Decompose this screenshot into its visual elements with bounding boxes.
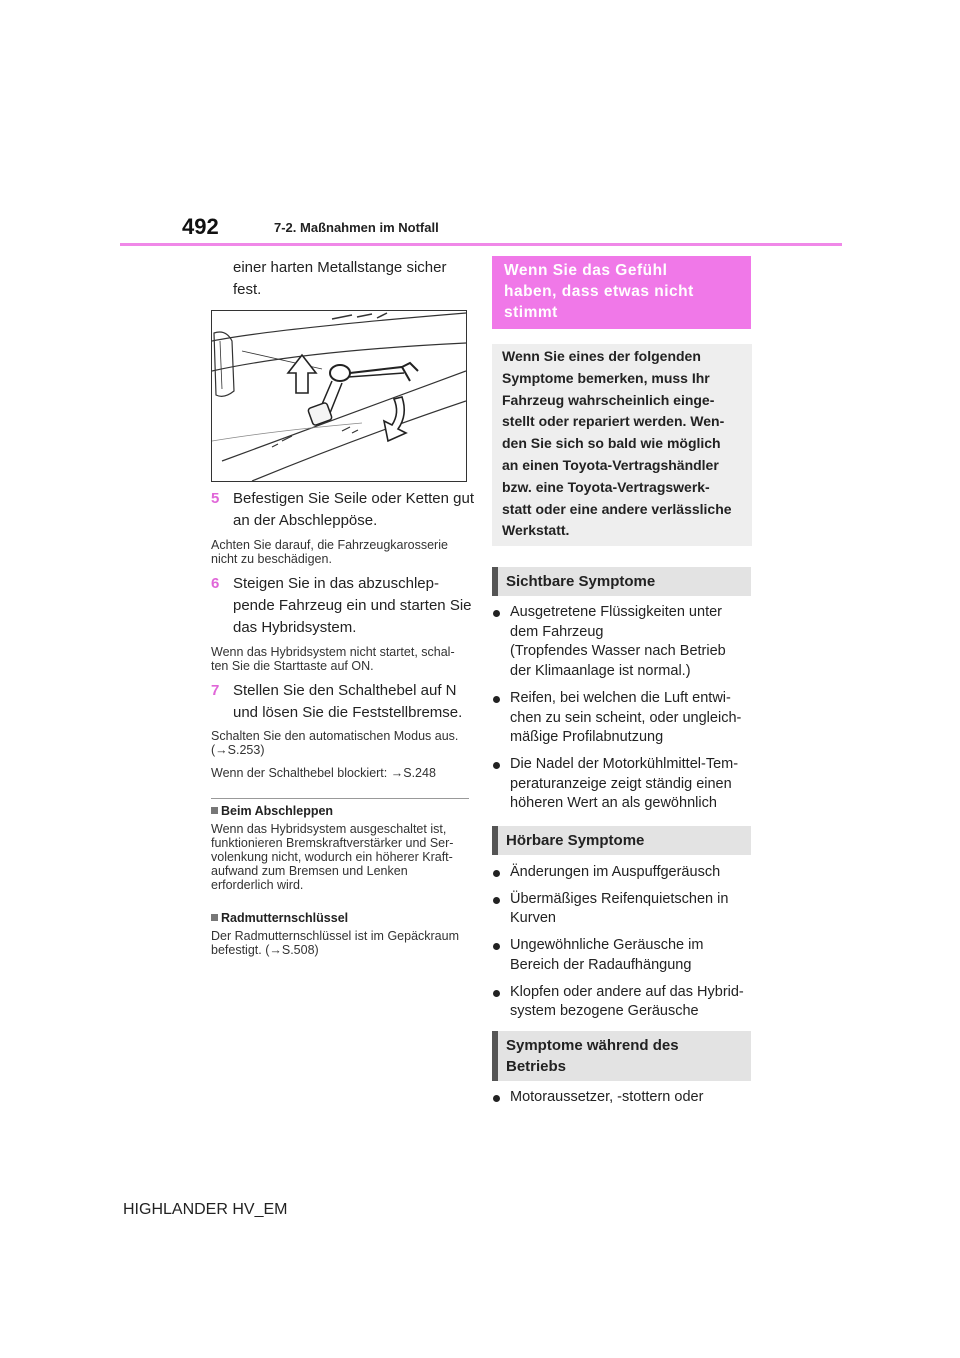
list-item (492, 863, 744, 883)
step-number: 5 (211, 490, 220, 507)
list-item-line: Kurven (510, 910, 556, 927)
step-line: Stellen Sie den Schalthebel auf N (233, 682, 457, 699)
list-item (492, 890, 744, 929)
subheading-audible-symptoms (492, 826, 751, 855)
list-item (492, 689, 744, 748)
pink-title-box (492, 256, 751, 329)
step-5 (211, 488, 476, 532)
list-item-line: Reifen, bei welchen die Luft entwi- (510, 689, 731, 706)
note-line: befestigt. (→S.508) (211, 943, 319, 957)
header-rule (120, 243, 842, 246)
intro-box-line: Wenn Sie eines der folgenden (502, 348, 701, 364)
operating-symptoms-list (492, 1088, 744, 1115)
subheading-line: Betriebs (506, 1058, 567, 1075)
footer-model: HIGHLANDER HV_EM (123, 1201, 288, 1218)
intro-box-line: statt oder eine andere verlässliche (502, 500, 732, 517)
square-bullet-icon (211, 914, 218, 921)
pink-title-line: stimmt (504, 304, 558, 321)
step-number: 6 (211, 575, 220, 592)
note-line: erforderlich wird. (211, 878, 304, 892)
list-item-line: Ungewöhnliche Geräusche im (510, 937, 704, 954)
step-line: Steigen Sie in das abzuschlep- (233, 575, 439, 592)
list-item (492, 1088, 744, 1108)
intro-box-line: den Sie sich so bald wie möglich (502, 435, 721, 452)
list-item (492, 983, 744, 1022)
intro-box-line: an einen Toyota-Vertragshändler (502, 456, 719, 473)
step-line: pende Fahrzeug ein und starten Sie (233, 597, 472, 614)
visible-symptoms-list (492, 603, 744, 821)
intro-box-line: stellt oder repariert werden. Wen- (502, 413, 725, 430)
intro-box-line: Werkstatt. (502, 522, 570, 539)
list-item-line: dem Fahrzeug (510, 623, 604, 640)
note-title: Radmutternschlüssel (221, 911, 349, 925)
square-bullet-icon (211, 807, 218, 814)
step-line: das Hybridsystem. (233, 619, 357, 636)
list-item-line: mäßige Profilabnutzung (510, 729, 664, 746)
list-item-line: Motoraussetzer, -stottern oder (510, 1089, 704, 1105)
note-line: Wenn das Hybridsystem nicht startet, schal- (211, 645, 455, 659)
intro-line: einer harten Metallstange sicher (233, 259, 447, 276)
note-towing (211, 804, 473, 892)
note-line: aufwand zum Bremsen und Lenken (211, 864, 408, 878)
step-5-note (211, 538, 448, 566)
note-line: volenkung nicht, wodurch ein höherer Kraft- (211, 850, 453, 864)
pink-title-line: Wenn Sie das Gefühl (504, 262, 668, 279)
list-item-line: der Klimaanlage ist normal.) (510, 663, 691, 680)
list-item-line: Ausgetretene Flüssigkeiten unter (510, 604, 722, 620)
note-title: Beim Abschleppen (221, 804, 334, 818)
note-wrench (211, 911, 473, 957)
pink-title-line: haben, dass etwas nicht (504, 283, 694, 300)
list-item-line: chen zu sein scheint, oder ungleich- (510, 709, 742, 726)
intro-box-line: Symptome bemerken, muss Ihr (502, 369, 710, 386)
step-line: Befestigen Sie Seile oder Ketten gut (233, 490, 474, 507)
step-7-note (211, 729, 458, 780)
towing-hook-drawing (212, 311, 466, 481)
list-item-line: Änderungen im Auspuffgeräusch (510, 864, 721, 880)
subheading-line: Hörbare Symptome (506, 832, 645, 849)
intro-text (233, 257, 446, 301)
notes-divider (211, 798, 469, 799)
list-item-line: (Tropfendes Wasser nach Betrieb (510, 643, 726, 660)
section-title: 7-2. Maßnahmen im Notfall (274, 220, 439, 235)
list-item (492, 936, 744, 975)
subheading-operating-symptoms (492, 1031, 751, 1081)
intro-box (492, 344, 752, 546)
subheading-visible-symptoms (492, 567, 751, 596)
list-item (492, 603, 744, 682)
note-line: (→S.253) (211, 743, 265, 757)
note-line: Achten Sie darauf, die Fahrzeugkarosserie (211, 538, 448, 552)
note-line: funktionieren Bremskraftverstärker und Ser- (211, 836, 454, 850)
step-6 (211, 573, 476, 639)
intro-box-line: bzw. eine Toyota-Vertragswerk- (502, 478, 710, 495)
list-item-line: system bezogene Geräusche (510, 1003, 699, 1020)
step-6-note (211, 645, 455, 673)
list-item-line: Klopfen oder andere auf das Hybrid- (510, 983, 744, 1000)
note-line: Wenn der Schalthebel blockiert: →S.248 (211, 766, 436, 780)
subheading-line: Symptome während des (506, 1037, 679, 1054)
note-line: nicht zu beschädigen. (211, 552, 332, 566)
intro-line: fest. (233, 281, 262, 298)
list-item-line: Die Nadel der Motorkühlmittel-Tem- (510, 755, 739, 772)
audible-symptoms-list (492, 863, 744, 1029)
page-number: 492 (182, 214, 219, 239)
note-line: Der Radmutternschlüssel ist im Gepäckraum (211, 929, 459, 943)
list-item-line: Bereich der Radaufhängung (510, 956, 692, 973)
subheading-line: Sichtbare Symptome (506, 573, 656, 590)
list-item-line: peraturanzeige zeigt ständig einen (510, 775, 732, 792)
list-item (492, 755, 744, 814)
step-line: und lösen Sie die Feststellbremse. (233, 704, 463, 721)
note-line: Schalten Sie den automatischen Modus aus. (211, 729, 459, 743)
note-line: ten Sie die Starttaste auf ON. (211, 659, 374, 673)
note-line: Wenn das Hybridsystem ausgeschaltet ist, (211, 822, 447, 836)
list-item-line: Übermäßiges Reifenquietschen in (510, 890, 729, 907)
step-7 (211, 680, 476, 724)
towing-illustration (211, 310, 467, 482)
list-item-line: höheren Wert an als gewöhnlich (510, 795, 717, 812)
step-number: 7 (211, 682, 220, 699)
intro-box-line: Fahrzeug wahrscheinlich einge- (502, 391, 715, 408)
step-line: an der Abschleppöse. (233, 512, 378, 529)
